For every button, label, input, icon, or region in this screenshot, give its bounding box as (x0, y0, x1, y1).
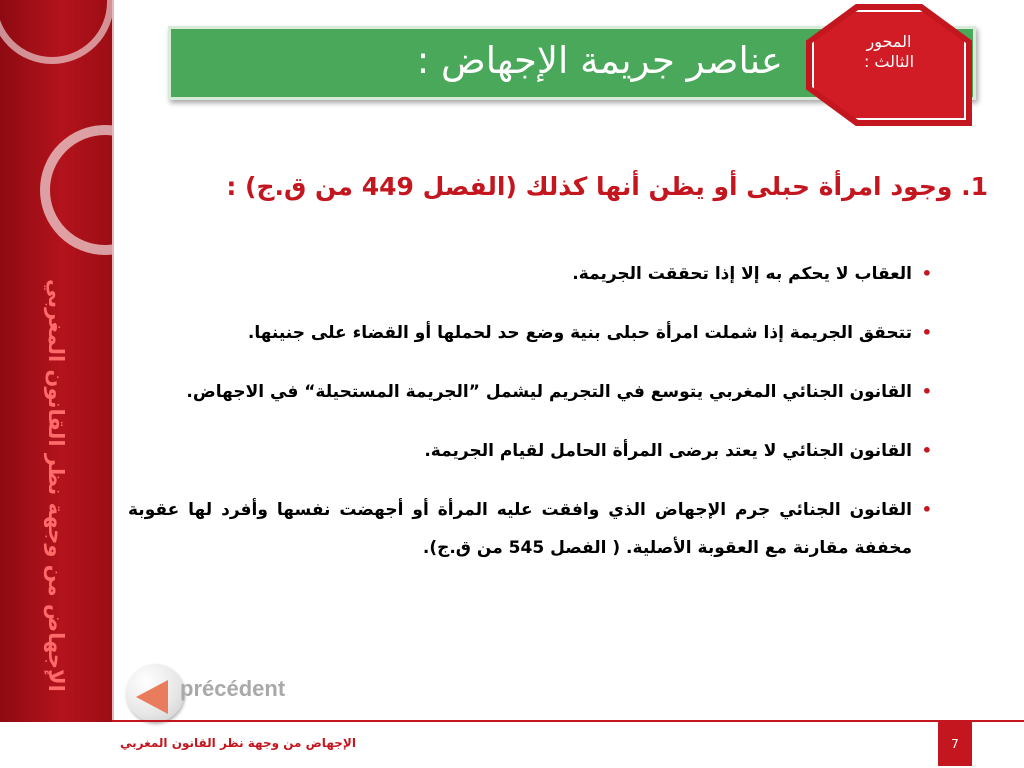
left-arrow-shape (136, 680, 168, 714)
bullet-text: تتحقق الجريمة إذا شملت امرأة حبلى بنية وضع حد لحملها أو القضاء على جنينها. (247, 323, 912, 343)
slide-title: عناصر جريمة الإجهاض : (416, 39, 783, 82)
bullet-item (128, 432, 932, 470)
footer-text: الإجهاض من وجهة نظر القانون المغربي (120, 736, 356, 750)
left-arrow-icon[interactable] (126, 664, 184, 722)
bullet-item (128, 255, 932, 293)
bullet-text: القانون الجنائي المغربي يتوسع في التجريم ليشمل ”الجريمة المستحيلة“ في الاجهاض. (186, 382, 912, 402)
bullet-text: القانون الجنائي لا يعتد برضى المرأة الحامل لقيام الجريمة. (424, 441, 912, 461)
bullet-list (128, 255, 932, 588)
bullet-item (128, 373, 932, 411)
bullet-marker: • (921, 323, 932, 342)
bullet-marker: • (921, 500, 932, 519)
footer-divider (112, 720, 1024, 722)
sidebar-title: الإجهاض من وجهة نظر القانون المغربي (44, 278, 68, 692)
decorative-ring (0, 0, 112, 64)
page-number: 7 (938, 722, 972, 766)
sidebar (0, 0, 112, 722)
previous-button[interactable] (124, 660, 304, 726)
decorative-ring (40, 125, 112, 255)
sidebar-divider (112, 0, 114, 722)
badge-line-1: المحور (866, 32, 912, 51)
badge-line-2: الثالث : (863, 52, 915, 71)
previous-label[interactable]: précédent (180, 676, 286, 701)
section-badge-text (812, 32, 966, 72)
bullet-marker: • (921, 264, 932, 283)
bullet-text: العقاب لا يحكم به إلا إذا تحققت الجريمة. (572, 264, 912, 284)
bullet-marker: • (921, 441, 932, 460)
bullet-item (128, 314, 932, 352)
bullet-text: القانون الجنائي جرم الإجهاض الذي وافقت عليه المرأة أو أجهضت نفسها وأفرد لها عقوبة مخففة مقارنة مع العقوبة الأصلية. ( الفصل 545 من ق.ج). (128, 500, 912, 558)
bullet-item (128, 491, 932, 567)
section-heading: 1. وجود امرأة حبلى أو يظن أنها كذلك (الفصل 449 من ق.ج) : (226, 172, 988, 201)
bullet-marker: • (921, 382, 932, 401)
